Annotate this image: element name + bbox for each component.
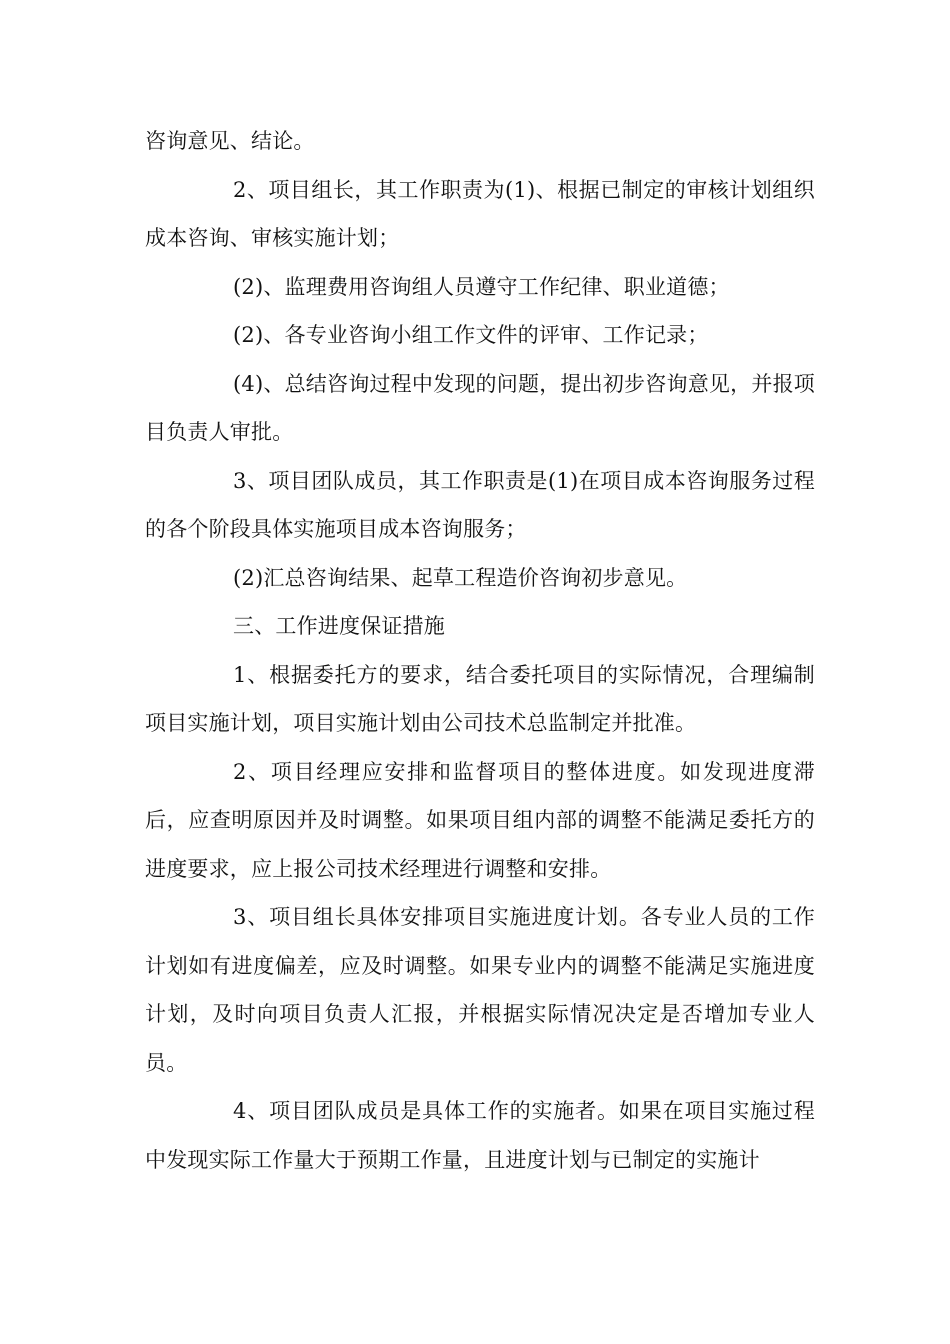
paragraph-4: (2)、各专业咨询小组工作文件的评审、工作记录； <box>233 323 709 347</box>
paragraph-1: 咨询意见、结论。 <box>145 129 315 153</box>
paragraph-9: 1、根据委托方的要求，结合委托项目的实际情况，合理编制项目实施计划，项目实施计划由公司技术总监制定并批准。 <box>145 662 815 735</box>
paragraph-2: 2、项目组长，其工作职责为(1)、根据已制定的审核计划组织成本咨询、审核实施计划； <box>145 177 815 250</box>
paragraph-10: 2、项目经理应安排和监督项目的整体进度。如发现进度滞后，应查明原因并及时调整。如果项目组内部的调整不能满足委托方的进度要求，应上报公司技术经理进行调整和安排。 <box>145 759 815 881</box>
paragraph-6: 3、项目团队成员，其工作职责是(1)在项目成本咨询服务过程的各个阶段具体实施项目成本咨询服务； <box>145 468 815 541</box>
document-page <box>145 117 815 1184</box>
paragraph-3: (2)、监理费用咨询组人员遵守工作纪律、职业道德； <box>233 274 730 299</box>
section-heading: 三、工作进度保证措施 <box>233 614 445 638</box>
paragraph-5: (4)、总结咨询过程中发现的问题，提出初步咨询意见，并报项目负责人审批。 <box>145 371 815 444</box>
paragraph-7: (2)汇总咨询结果、起草工程造价咨询初步意见。 <box>233 565 688 590</box>
paragraph-12: 4、项目团队成员是具体工作的实施者。如果在项目实施过程中发现实际工作量大于预期工作量，且进度计划与已制定的实施计 <box>145 1099 815 1172</box>
paragraph-11: 3、项目组长具体安排项目实施进度计划。各专业人员的工作计划如有进度偏差，应及时调整。如果专业内的调整不能满足实施进度计划，及时向项目负责人汇报，并根据实际情况决定是否增加专业人员。 <box>145 905 815 1075</box>
